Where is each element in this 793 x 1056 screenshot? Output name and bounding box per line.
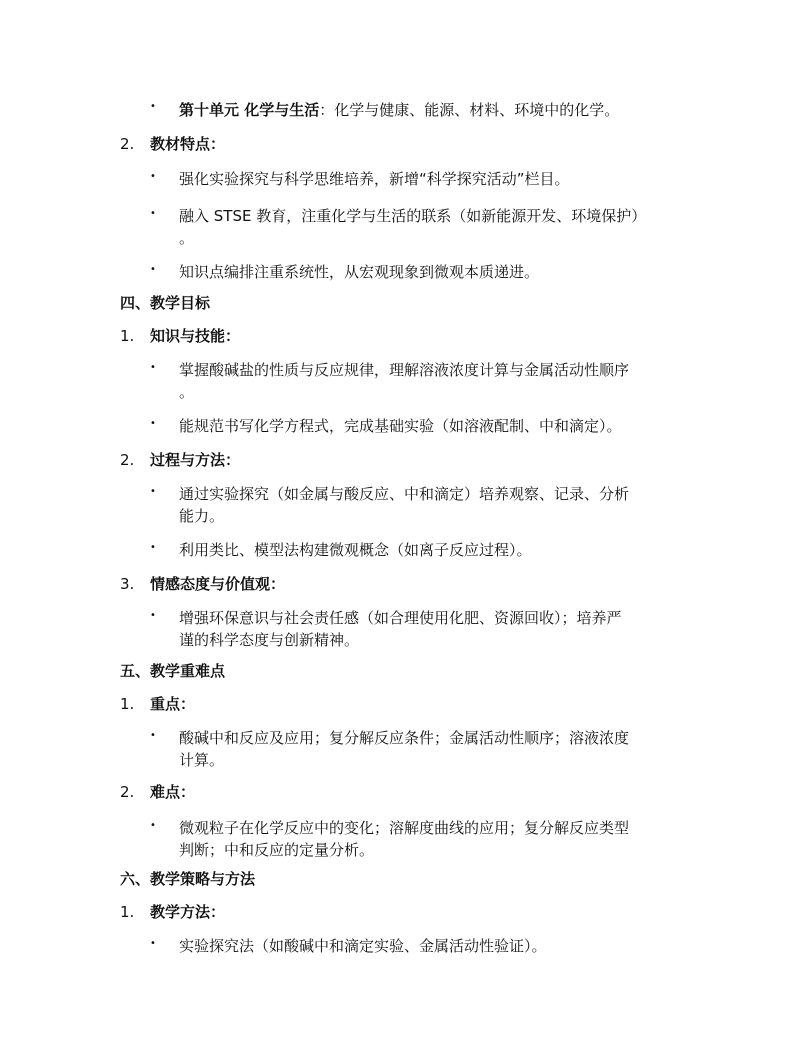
section-heading-strategies: 六、教学策略与方法: [120, 870, 256, 888]
key-point-item-1-line1: 酸碱中和反应及应用；复分解反应条件；金属活动性顺序；溶液浓度: [179, 729, 630, 747]
feature-item-3: 知识点编排注重系统性，从宏观现象到微观本质递进。: [179, 263, 540, 281]
bullet-marker: •: [150, 171, 156, 182]
goal-process-item-1-line2: 能力。: [179, 507, 225, 525]
bullet-marker: •: [150, 820, 156, 831]
bullet-marker: •: [150, 486, 156, 497]
goal-knowledge-item-1-line1: 掌握酸碱盐的性质与反应规律，理解溶液浓度计算与金属活动性顺序: [179, 361, 630, 379]
heading-knowledge-skills: 知识与技能：: [150, 327, 241, 345]
goal-process-item-1-line1: 通过实验探究（如金属与酸反应、中和滴定）培养观察、记录、分析: [179, 485, 630, 503]
bullet-marker: •: [150, 101, 156, 112]
feature-item-1: 强化实验探究与科学思维培养，新增“科学探究活动”栏目。: [179, 170, 570, 188]
list-number: 1.: [120, 695, 135, 713]
heading-process-methods: 过程与方法：: [150, 451, 241, 469]
heading-attitudes-values: 情感态度与价值观：: [150, 575, 286, 593]
key-point-item-1-line2: 计算。: [179, 751, 225, 769]
goal-knowledge-item-1-line2: 。: [179, 383, 195, 401]
feature-item-2-line1: 融入 STSE 教育，注重化学与生活的联系（如新能源开发、环境保护）: [179, 207, 647, 225]
list-number: 1.: [120, 903, 135, 921]
goal-knowledge-item-2: 能规范书写化学方程式，完成基础实验（如溶液配制、中和滴定）。: [179, 417, 622, 435]
method-item-1: 实验探究法（如酸碱中和滴定实验、金属活动性验证）。: [179, 937, 547, 955]
section-heading-key-points: 五、教学重难点: [120, 662, 226, 680]
bullet-marker: •: [150, 610, 156, 621]
list-number: 2.: [120, 783, 135, 801]
bullet-marker: •: [150, 418, 156, 429]
bullet-marker: •: [150, 362, 156, 373]
unit10-line: [179, 100, 619, 120]
heading-textbook-features: 教材特点：: [150, 135, 226, 153]
list-number: 2.: [120, 135, 135, 153]
difficult-point-item-1-line2: 判断；中和反应的定量分析。: [179, 841, 375, 859]
goal-process-item-2: 利用类比、模型法构建微观概念（如离子反应过程）。: [179, 541, 532, 559]
goal-attitude-item-1-line2: 谨的科学态度与创新精神。: [179, 631, 360, 649]
list-number: 2.: [120, 451, 135, 469]
bullet-marker: •: [150, 264, 156, 275]
unit10-desc: ：化学与健康、能源、材料、环境中的化学。: [319, 101, 620, 119]
feature-item-2-line2: 。: [179, 229, 195, 247]
heading-key-points: 重点：: [150, 695, 196, 713]
unit10-title: 第十单元 化学与生活: [179, 101, 320, 119]
heading-teaching-methods: 教学方法：: [150, 903, 226, 921]
list-number: 3.: [120, 575, 135, 593]
bullet-marker: •: [150, 938, 156, 949]
list-number: 1.: [120, 327, 135, 345]
section-heading-goals: 四、教学目标: [120, 294, 211, 312]
bullet-marker: •: [150, 542, 156, 553]
bullet-marker: •: [150, 730, 156, 741]
goal-attitude-item-1-line1: 增强环保意识与社会责任感（如合理使用化肥、资源回收）；培养严: [179, 609, 622, 627]
heading-difficult-points: 难点：: [150, 783, 196, 801]
difficult-point-item-1-line1: 微观粒子在化学反应中的变化；溶解度曲线的应用；复分解反应类型: [179, 819, 630, 837]
bullet-marker: •: [150, 208, 156, 219]
